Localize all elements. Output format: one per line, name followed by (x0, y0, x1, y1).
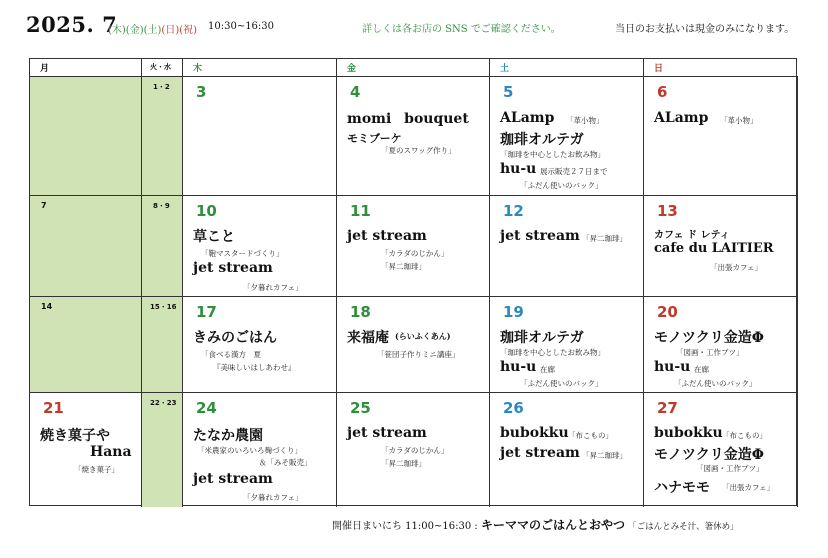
shop-name: ALamp (500, 110, 555, 126)
open-hours: 10:30~16:30 (208, 21, 275, 32)
shop-category: 「出張カフェ」 (710, 263, 763, 272)
shop-name: ALamp (654, 110, 709, 126)
day-number: 10 (196, 202, 217, 220)
date-label: 8・9 (153, 202, 170, 210)
shop-name: 珈琲オルテガ (500, 330, 584, 346)
cell-thu-24 (183, 393, 337, 507)
shop-name: hu-u (500, 359, 537, 375)
shop-category: 「革小物」 (566, 116, 604, 125)
workshop-title: 「米農家のいろいろ麹づくり」 (197, 446, 302, 455)
shop-name: きみのごはん (193, 330, 277, 346)
shop-name: 珈琲オルテガ (500, 132, 584, 148)
day-number: 12 (503, 202, 524, 220)
date-label: 7 (41, 201, 47, 210)
year-month-title: 2025. 7 (26, 12, 118, 37)
shop-name: cafe du LAITIER (654, 241, 774, 256)
cell-tue-wed-week4 (142, 393, 183, 507)
cell-tue-wed-week3 (142, 297, 183, 393)
shop-name: たなか農園 (193, 428, 263, 444)
cell-sun-27 (644, 393, 798, 507)
shop-name: bubokku (500, 425, 569, 441)
cell-mon-7 (30, 196, 142, 297)
shop-note: 展示販売２７日まで (540, 167, 608, 176)
day-number: 3 (196, 83, 207, 101)
shop-category: 「出張カフェ」 (722, 483, 775, 492)
shop-category: 「昇二珈琲」 (381, 459, 426, 468)
sns-note: 詳しくは各お店の SNS でご確認ください。 (362, 24, 561, 35)
shop-name: jet stream (347, 228, 427, 244)
workshop-title: 「食べる漢方 夏 (201, 350, 261, 359)
day-number: 17 (196, 303, 217, 321)
shop-name: ハナモモ (654, 480, 710, 496)
shop-name: bubokku (654, 425, 723, 441)
shop-category: 「カラダのじかん」 (381, 249, 449, 258)
weekday-mon: 月 (30, 59, 142, 77)
shop-category: 「ふだん使いのバック」 (674, 379, 757, 388)
footer-label: 開催日まいにち 11:00~16:30 : (332, 521, 478, 532)
cell-sat-19 (490, 297, 644, 393)
shop-category: 「夕暮れカフェ」 (243, 493, 303, 502)
shop-name: jet stream (500, 228, 580, 244)
cell-thu-17 (183, 297, 337, 393)
cell-mon-21 (30, 393, 142, 507)
day-number: 26 (503, 399, 524, 417)
shop-category: 「夕暮れカフェ」 (243, 283, 303, 292)
footer-note (332, 516, 739, 533)
workshop-title: 「夏のスワッグ作り」 (381, 146, 456, 155)
cell-fri-11 (337, 196, 490, 297)
shop-category: 「ふだん使いのバック」 (520, 181, 603, 190)
shop-name: hu-u (500, 161, 537, 177)
shop-category: 「焼き菓子」 (74, 465, 119, 474)
cell-thu-3 (183, 77, 337, 196)
shop-category: 「図画・工作ブツ」 (696, 464, 764, 473)
days-sun-hol: (日)(祝) (161, 25, 198, 36)
shop-category: 「布こもの」 (568, 431, 613, 440)
shop-note: 在廊 (540, 365, 555, 374)
day-number: 11 (350, 202, 371, 220)
shop-note: 在廊 (694, 365, 709, 374)
footer-title: キーママのごはんとおやつ (480, 518, 625, 532)
day-number: 21 (43, 399, 64, 417)
shop-name-2: Hana (90, 444, 132, 460)
shop-category: 「珈琲を中心としたお飲み物」 (500, 348, 605, 357)
cell-fri-25 (337, 393, 490, 507)
calendar-grid (29, 58, 797, 506)
days-sat: (土) (143, 25, 162, 36)
workshop-title: 「鞄マスタードづくり」 (201, 249, 284, 258)
day-number: 4 (350, 83, 361, 101)
cell-sat-12 (490, 196, 644, 297)
shop-kana: (らいふくあん) (395, 331, 451, 341)
shop-name: jet stream (193, 471, 273, 487)
shop-name: 焼き菓子や (40, 428, 110, 444)
cell-sat-5 (490, 77, 644, 196)
date-label: 14 (41, 302, 53, 311)
shop-name: hu-u (654, 359, 691, 375)
cell-sun-6 (644, 77, 798, 196)
cell-fri-18 (337, 297, 490, 393)
cell-mon-14 (30, 297, 142, 393)
shop-category: 「革小物」 (720, 116, 758, 125)
day-number: 24 (196, 399, 217, 417)
shop-category: 「ふだん使いのバック」 (520, 379, 603, 388)
shop-category: 「珈琲を中心としたお飲み物」 (500, 150, 605, 159)
day-number: 6 (657, 83, 668, 101)
date-label: 15・16 (150, 303, 177, 311)
shop-name: 草こと (193, 229, 235, 245)
weekday-sat: 土 (490, 59, 644, 77)
shop-category: 「カラダのじかん」 (381, 446, 449, 455)
cell-sun-13 (644, 196, 798, 297)
day-number: 27 (657, 399, 678, 417)
cell-thu-10 (183, 196, 337, 297)
shop-name: jet stream (193, 260, 273, 276)
day-number: 5 (503, 83, 514, 101)
shop-name: jet stream (500, 445, 580, 461)
shop-name: momi bouquet (347, 111, 469, 127)
shop-category: 「布こもの」 (722, 431, 767, 440)
day-number: 25 (350, 399, 371, 417)
weekday-thu: 木 (183, 59, 337, 77)
shop-name: jet stream (347, 425, 427, 441)
date-label: 1・2 (153, 83, 170, 91)
days-thu-fri: (木)(金) (108, 25, 144, 36)
shop-category: 「昇二珈琲」 (582, 234, 627, 243)
shop-category: 「昇二珈琲」 (381, 262, 426, 271)
shop-name: 来福庵 (347, 330, 389, 346)
shop-name: モノツクリ金造Φ (654, 330, 764, 346)
weekday-fri: 金 (337, 59, 490, 77)
cell-sun-20 (644, 297, 798, 393)
day-number: 19 (503, 303, 524, 321)
day-number: 18 (350, 303, 371, 321)
workshop-subtitle: 『美味しいはしあわせ』 (213, 363, 296, 372)
cell-tue-wed-week1 (142, 77, 183, 196)
footer-detail: 「ごはんとみそ汁、箸休め」 (628, 522, 739, 532)
cell-mon-week1 (30, 77, 142, 196)
day-number: 20 (657, 303, 678, 321)
weekday-tue-wed: 火・水 (142, 59, 183, 77)
weekday-sun: 日 (644, 59, 798, 77)
shop-kana: カフェ ド レティ (654, 230, 730, 241)
cell-sat-26 (490, 393, 644, 507)
cell-tue-wed-week2 (142, 196, 183, 297)
cell-fri-4 (337, 77, 490, 196)
date-label: 22・23 (150, 399, 177, 407)
workshop-subtitle: ＆「みそ販売」 (259, 458, 312, 467)
shop-category: 「昇二珈琲」 (582, 451, 627, 460)
shop-category: 「図画・工作ブツ」 (676, 348, 744, 357)
day-number: 13 (657, 202, 678, 220)
shop-kana: モミブーケ (347, 132, 402, 145)
payment-note: 当日のお支払いは現金のみになります。 (615, 24, 795, 35)
open-days (108, 21, 197, 36)
shop-name: モノツクリ金造Φ (654, 447, 764, 463)
calendar-header (26, 12, 816, 48)
workshop-title: 「笹団子作りミニ講座」 (377, 350, 460, 359)
